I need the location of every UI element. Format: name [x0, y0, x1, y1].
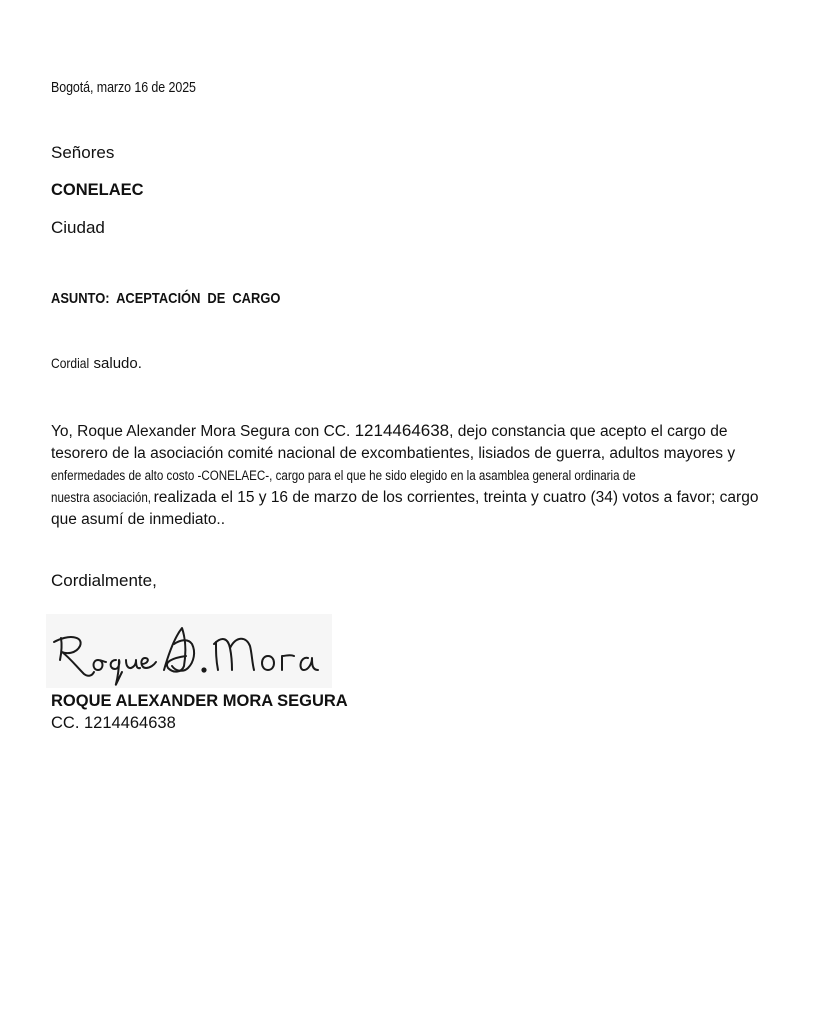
body-line-5: que asumí de inmediato..: [51, 511, 226, 528]
body-line-1-end: , dejo constancia que acepto el cargo de: [449, 423, 728, 440]
salutation: [51, 355, 142, 372]
salutation-word-2: saludo.: [93, 355, 142, 372]
letter-body: [51, 420, 781, 531]
greeting: Señores: [51, 143, 115, 162]
body-line-4: [51, 487, 781, 509]
subject-line: ASUNTO: ACEPTACIÓN DE CARGO: [51, 290, 281, 307]
recipient-organization: CONELAEC: [51, 181, 144, 199]
body-id-number: 1214464638: [354, 421, 450, 440]
body-line-4-end: realizada el 15 y 16 de marzo de los corrientes, treinta y cuatro (34) votos a favor; cargo: [149, 489, 759, 506]
body-line-3-text: enfermedades de alto costo -CONELAEC-, cargo para el que he sido elegido en la asamblea general ordinaria de: [51, 468, 636, 483]
handwritten-signature: [46, 614, 332, 688]
body-line-3: [51, 465, 781, 487]
signer-id: CC. 1214464638: [51, 714, 176, 732]
body-line-1: [51, 420, 781, 443]
body-line-4-start: nuestra asociación,: [51, 490, 152, 505]
recipient-city: Ciudad: [51, 218, 105, 237]
letter-date: Bogotá, marzo 16 de 2025: [51, 80, 196, 96]
body-line-1-start: Yo, Roque Alexander Mora Segura con CC.: [51, 423, 355, 440]
signer-name: ROQUE ALEXANDER MORA SEGURA: [51, 692, 348, 710]
signature-background: [46, 614, 332, 688]
salutation-word-1: Cordial: [51, 355, 90, 371]
closing: Cordialmente,: [51, 571, 157, 590]
body-line-2: tesorero de la asociación comité nacional de excombatientes, lisiados de guerra, adultos mayores y: [51, 445, 736, 462]
